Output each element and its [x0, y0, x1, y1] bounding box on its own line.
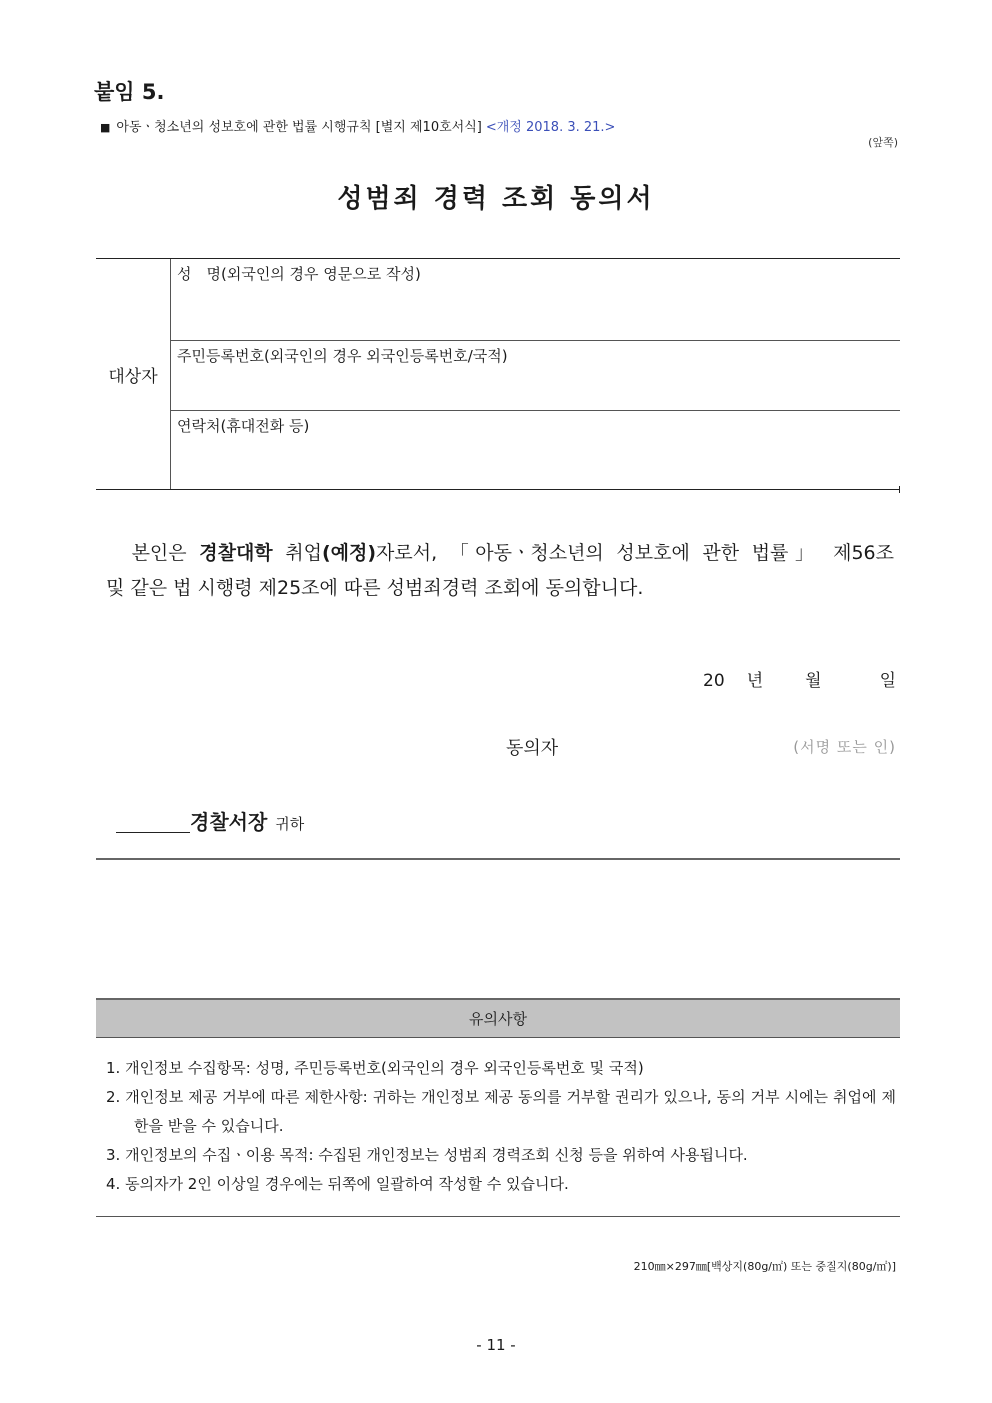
resident-number-field[interactable]: 주민등록번호(외국인의 경우 외국인등록번호/국적): [171, 341, 900, 411]
institution-name: 경찰대학: [199, 542, 273, 564]
police-station-blank[interactable]: [116, 832, 190, 833]
signature-field[interactable]: (서명 또는 인): [793, 738, 896, 756]
document-title: 성범죄 경력 조회 동의서: [337, 184, 655, 214]
consent-line-1: 본인은 경찰대학 취업(예정)자로서, 「아동ㆍ청소년의 성보호에 관한 법률」 제56조: [131, 542, 894, 564]
date-year-label: 년: [746, 671, 764, 691]
divider: [96, 858, 900, 860]
expected-marker: (예정): [321, 542, 377, 564]
name-field[interactable]: 성 명(외국인의 경우 영문으로 작성): [171, 259, 900, 341]
addressee-honorific: 귀하: [275, 815, 305, 833]
addressee-title: 경찰서장: [190, 810, 268, 834]
paper-spec: 210㎜×297㎜[백상지(80g/㎡) 또는 중질지(80g/㎡)]: [633, 1260, 896, 1273]
law-reference-line: [100, 116, 615, 135]
divider: [96, 1216, 900, 1217]
square-bullet-icon: ■: [100, 121, 111, 134]
date-day-label: 일: [879, 671, 896, 691]
notice-item: 3. 개인정보의 수집ㆍ이용 목적: 수집된 개인정보는 성범죄 경력조회 신청 등을 위하여 사용됩니다.: [106, 1146, 748, 1164]
subject-label: 대상자: [96, 259, 171, 489]
consent-statement: [106, 536, 894, 606]
notice-item: 4. 동의자가 2인 이상일 경우에는 뒤쪽에 일괄하여 작성할 수 있습니다.: [106, 1175, 569, 1193]
date-month-label: 월: [805, 671, 822, 691]
notice-header: 유의사항: [96, 998, 900, 1038]
attachment-label: 붙임 5.: [94, 80, 165, 104]
consent-line-2: 및 같은 법 시행령 제25조에 따른 성범죄경력 조회에 동의합니다.: [106, 577, 644, 599]
table-corner-mark: [899, 486, 900, 493]
notice-item: 2. 개인정보 제공 거부에 따른 제한사항: 귀하는 개인정보 제공 동의를 거부할 권리가 있으나, 동의 거부 시에는 취업에 제한을 받을 수 있습니다.: [106, 1088, 896, 1135]
notice-item: 1. 개인정보 수집항목: 성명, 주민등록번호(외국인의 경우 외국인등록번호 및 국적): [106, 1059, 644, 1077]
page-number: - 11 -: [476, 1336, 516, 1354]
contact-field[interactable]: 연락처(휴대전화 등): [177, 417, 310, 435]
subject-info-table: [96, 258, 900, 490]
law-reference: 아동ㆍ청소년의 성보호에 관한 법률 시행규칙 [별지 제10호서식]: [116, 120, 482, 135]
date-year-prefix: 20: [703, 671, 725, 691]
consenter-label: 동의자: [506, 738, 559, 759]
revision-date: <개정 2018. 3. 21.>: [485, 120, 616, 135]
addressee-line: [116, 806, 304, 835]
notice-list: [106, 1054, 896, 1199]
date-line: [703, 666, 896, 691]
front-side-label: (앞쪽): [868, 136, 898, 149]
